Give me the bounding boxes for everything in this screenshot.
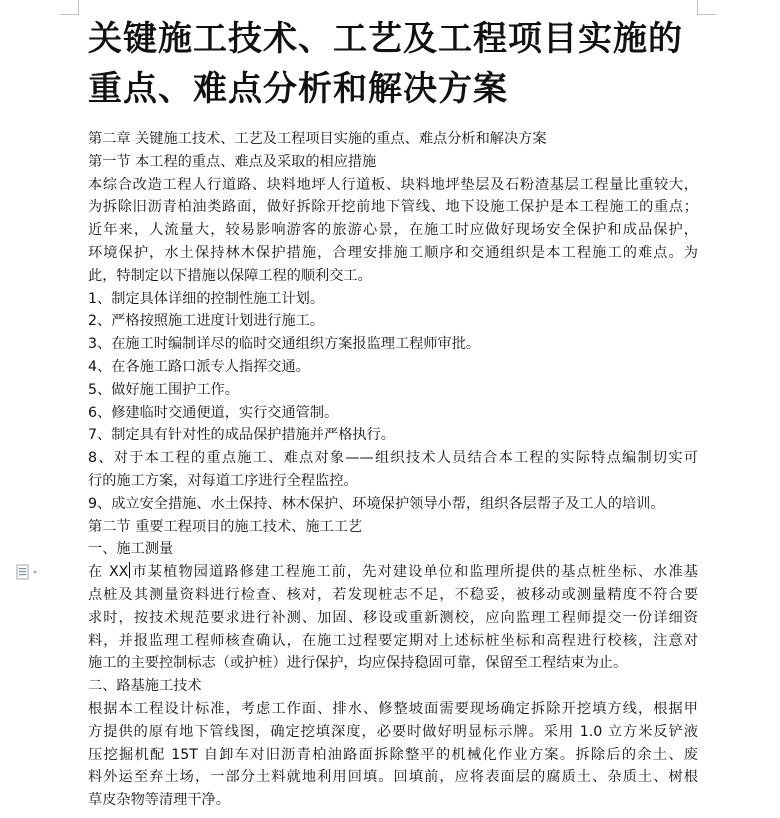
survey-paragraph bbox=[88, 561, 698, 675]
section-1-heading: 第一节 本工程的重点、难点及采取的相应措施 bbox=[88, 153, 377, 170]
title-line-2: 重点、难点分析和解决方案 bbox=[88, 69, 508, 109]
chapter-heading: 第二章 关键施工技术、工艺及工程项目实施的重点、难点分析和解决方案 bbox=[88, 131, 547, 147]
survey-first-rest: 市某植物园道路修建工程施工前，先对建设单位和监理所提供的基点桩坐标、水准基 bbox=[131, 564, 698, 581]
subsection-1-heading: 一、施工测量 bbox=[88, 541, 174, 558]
paragraph-line: 此，特制定以下措施以保障工程的顺利交工。 bbox=[88, 267, 372, 284]
intro-paragraph bbox=[88, 174, 698, 288]
paragraph-line: 8、对于本工程的重点施工、难点对象——组织技术人员结合本工程的实际特点编制切实可 bbox=[88, 450, 698, 467]
paragraph-line: 近年来，人流量大，较易影响游客的旅游心景，在施工时应做好现场安全保护和成品保护， bbox=[88, 222, 698, 239]
measure-item-7: 7、制定具有针对性的成品保护措施并严格执行。 bbox=[88, 427, 395, 444]
paragraph-line bbox=[88, 561, 698, 584]
paragraph-line: 本综合改造工程人行道路、块料地坪人行道板、块料地坪垫层及石粉渣基层工程量比重较大， bbox=[88, 176, 698, 193]
paragraph-line: 施工的主要控制标志（或护桩）进行保护，均应保持稳固可靠，保留至工程结束为止。 bbox=[88, 655, 628, 672]
section-2-heading: 第二节 重要工程项目的施工技术、施工工艺 bbox=[88, 518, 363, 535]
document-body bbox=[88, 128, 698, 812]
paragraph-line: 方提供的原有地下管线图，确定挖填深度，必要时做好明显标示牌。采用 1.0 立方米反铲液 bbox=[88, 723, 698, 740]
survey-prefix: 在 XX bbox=[88, 564, 129, 581]
document-content[interactable] bbox=[88, 14, 698, 812]
paragraph-line: 压挖掘机配 15T 自卸车对旧沥青柏油路面拆除整平的机械化作业方案。拆除后的余土、废 bbox=[88, 746, 698, 763]
subsection-2-heading: 二、路基施工技术 bbox=[88, 678, 202, 695]
paragraph-line: 料，并报监理工程师核查确认，在施工过程要定期对上述标桩坐标和高程进行校核，注意对 bbox=[88, 632, 698, 649]
measure-item-5: 5、做好施工围护工作。 bbox=[88, 381, 239, 398]
measure-item-4: 4、在各施工路口派专人指挥交通。 bbox=[88, 358, 310, 375]
measure-item-6: 6、修建临时交通便道，实行交通管制。 bbox=[88, 404, 339, 421]
measure-item-1: 1、制定具体详细的控制性施工计划。 bbox=[88, 290, 325, 307]
measure-item-2: 2、严格按照施工进度计划进行施工。 bbox=[88, 313, 325, 330]
measure-item-9: 9、成立安全措施、水土保持、林木保护、环境保护领导小帮，组织各层帮子及工人的培训。 bbox=[88, 495, 665, 512]
paragraph-line: 环境保护，水土保持林木保护措施，合理安排施工顺序和交通组织是本工程施工的难点。为 bbox=[88, 244, 698, 261]
paragraph-line: 求时，按技术规范要求进行补测、加固、移设或重新测校，应向监理工程师提交一份详细资 bbox=[88, 609, 698, 626]
crop-mark-top-right bbox=[697, 0, 716, 15]
crop-mark-top-left bbox=[60, 0, 79, 15]
paragraph-line: 料外运至弃土场，一部分土料就地利用回填。回填前，应将表面层的腐质土、杂质土、树根 bbox=[88, 769, 698, 786]
measure-item-3: 3、在施工时编制详尽的临时交通组织方案报监理工程师审批。 bbox=[88, 336, 481, 353]
document-title bbox=[88, 14, 698, 114]
paragraph-line: 为拆除旧沥青柏油类路面，做好拆除开挖前地下管线、地下设施工保护是本工程施工的重点； bbox=[88, 199, 698, 216]
title-line-1: 关键施工技术、工艺及工程项目实施的 bbox=[88, 19, 683, 59]
paragraph-line: 行的施工方案，对每道工序进行全程监控。 bbox=[88, 472, 358, 489]
paragraph-line: 根据本工程设计标准，考虑工作面、排水、修整坡面需要现场确定拆除开挖填方线，根据甲 bbox=[88, 700, 698, 717]
measure-item-8 bbox=[88, 447, 698, 493]
paragraph-options-icon[interactable] bbox=[16, 564, 42, 580]
paragraph-line: 点桩及其测量资料进行检查、核对，若发现桩志不足，不稳妥，被移动或测量精度不符合要 bbox=[88, 586, 698, 603]
paragraph-line: 草皮杂物等清理干净。 bbox=[88, 792, 230, 809]
roadbed-paragraph bbox=[88, 698, 698, 812]
